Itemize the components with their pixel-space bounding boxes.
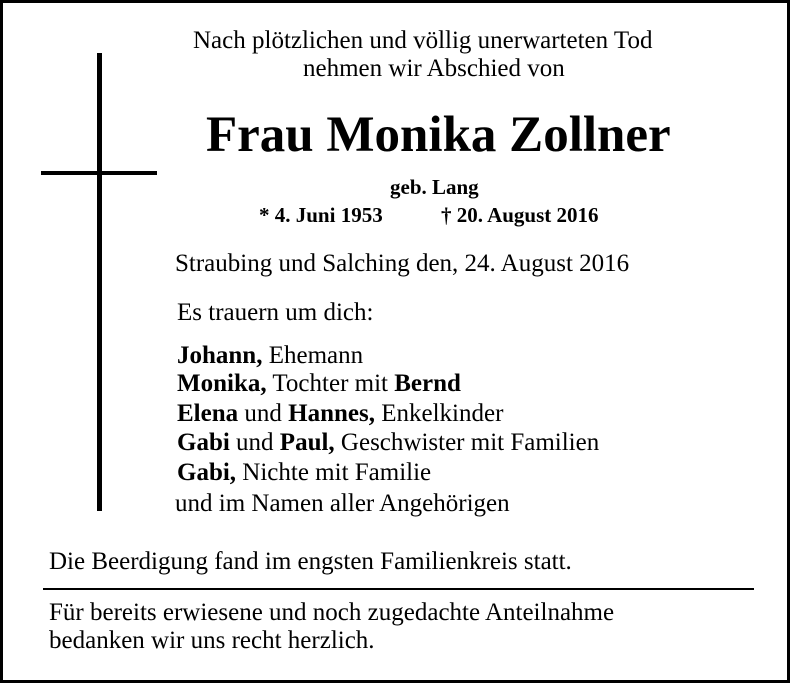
mourner-relation: Nichte mit Familie — [236, 459, 432, 486]
intro-line-1: Nach plötzlichen und völlig unerwarteten Tod — [193, 27, 653, 54]
mourners-footer: und im Namen aller Angehörigen — [175, 490, 510, 517]
mourner-name: Gabi, — [177, 459, 237, 486]
mourner-connector: und — [238, 400, 289, 427]
mourner-name: Elena — [177, 400, 239, 427]
mourner-name: Hannes, — [288, 400, 375, 427]
birth-date: * 4. Juni 1953 — [259, 203, 383, 227]
mourner-relation: Tochter mit — [266, 370, 395, 397]
mourner-line — [177, 459, 431, 487]
mourner-connector: und — [229, 429, 280, 456]
mourner-line — [177, 342, 363, 370]
mourner-name: Gabi — [177, 429, 230, 456]
mourner-name: Monika, — [177, 370, 267, 397]
mourner-name: Bernd — [394, 370, 461, 397]
mourner-line — [177, 370, 461, 398]
mourner-relation: Enkelkinder — [374, 400, 504, 427]
mourner-name: Johann, — [177, 342, 263, 369]
thanks-line-2: bedanken wir uns recht herzlich. — [49, 627, 375, 654]
divider — [43, 588, 754, 590]
deceased-name: Frau Monika Zollner — [206, 107, 671, 163]
mourners-heading: Es trauern um dich: — [177, 299, 374, 326]
intro-line-2: nehmen wir Abschied von — [303, 55, 565, 82]
thanks-line-1: Für bereits erwiesene und noch zugedachte Anteilnahme — [49, 599, 615, 626]
mourner-relation: Geschwister mit Familien — [334, 429, 600, 456]
mourner-line — [177, 429, 599, 457]
mourner-relation: Ehemann — [262, 342, 364, 369]
cross-icon-vertical — [97, 53, 102, 511]
maiden-name: geb. Lang — [390, 175, 479, 199]
cross-icon-horizontal — [41, 171, 157, 175]
place-and-date: Straubing und Salching den, 24. August 2016 — [175, 250, 630, 277]
death-date: † 20. August 2016 — [441, 203, 599, 227]
mourner-name: Paul, — [279, 429, 335, 456]
funeral-note: Die Beerdigung fand im engsten Familienkreis statt. — [49, 548, 572, 575]
mourner-line — [177, 400, 503, 428]
